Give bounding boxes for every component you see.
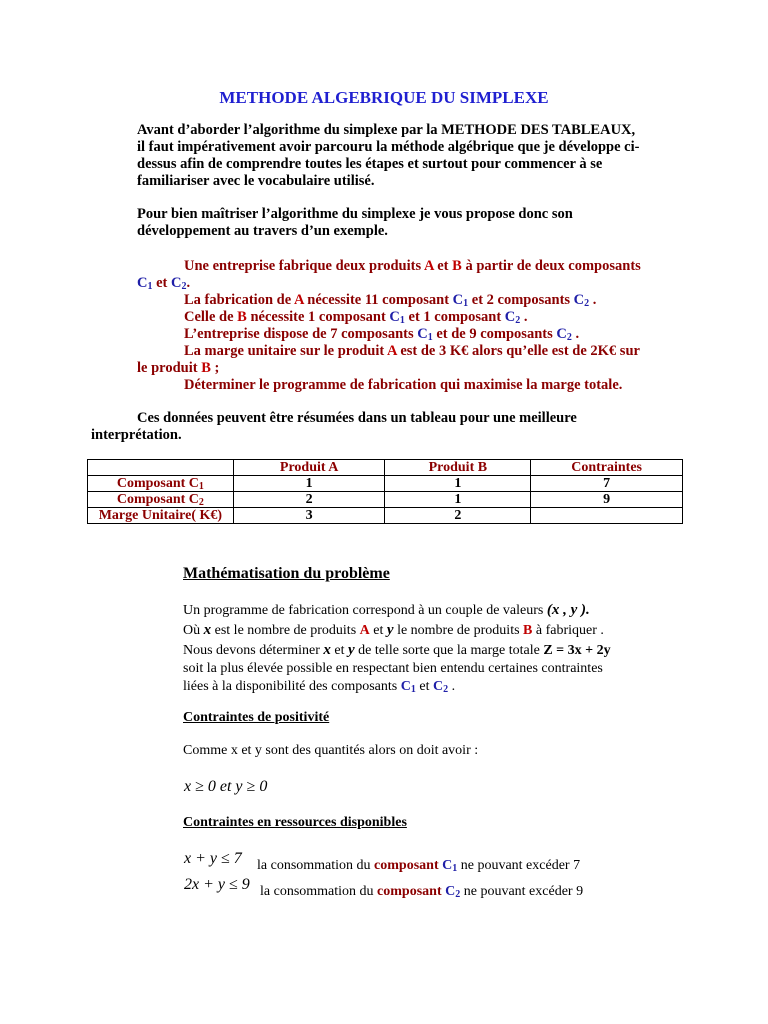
problem-line-3: Celle de B nécessite 1 composant $C_1$ et 1 composant $C_2$ . [184,309,528,326]
math-line-3: Nous devons déterminer x et y de telle sorte que la marge totale Z = 3x + 2y [183,642,611,658]
intro-line: Pour bien maîtriser l’algorithme du simplexe je vous propose donc son [137,206,573,222]
problem-line-4: L’entreprise dispose de 7 composants $C_1$ et de 9 composants $C_2$ . [184,326,580,343]
text: à partir de deux composants [461,258,641,274]
product-b: B [452,258,462,274]
table-row [88,492,683,508]
section-heading-positivity: Contraintes de positivité [183,710,330,725]
table-header-cell: Produit B [385,460,531,476]
problem-line-5: La marge unitaire sur le produit A est de 3 K€ alors qu’elle est de 2K€ sur [184,343,640,359]
intro-line: il faut impérativement avoir parcouru la méthode algébrique que je développe ci- [137,139,640,155]
component-c2: $C_2$ [171,275,187,292]
table-header-cell [88,460,234,476]
problem-line-1b: $C_1$ et $C_2$. [137,275,191,292]
table-header-cell: Contraintes [531,460,683,476]
component-c1: $C_1$ [137,275,153,292]
table-cell: 2 [233,492,385,508]
objective-function: Z = 3x + 2y [543,643,611,658]
intro-line: dessus afin de comprendre toutes les étapes et surtout pour commencer à se [137,156,603,172]
data-table [87,459,683,524]
text: et [433,258,453,274]
text: Une entreprise fabrique deux produits [184,258,424,274]
constraint-text-1: la consommation du composant $C_1$ ne pouvant excéder 7 [257,858,581,874]
couple-xy: (x , y ). [546,602,590,618]
table-cell: 1 [385,476,531,492]
table-cell: 2 [385,508,531,524]
positivity-text: Comme x et y sont des quantités alors on doit avoir : [183,743,479,758]
table-header-cell: Produit A [233,460,385,476]
summary-line-1: Ces données peuvent être résumées dans un tableau pour une meilleure [137,410,577,426]
math-line-5: liées à la disponibilité des composants $C_1$ et $C_2$ . [183,679,456,695]
constraint-text-2: la consommation du composant $C_2$ ne pouvant excéder 9 [260,884,584,900]
row-label: Marge Unitaire( K€) [88,508,234,524]
problem-line-2: La fabrication de A nécessite 11 composant $C_1$ et 2 composants $C_2$ . [184,292,597,309]
problem-line-6: le produit B ; [137,360,220,376]
intro-paragraph-2 [137,206,573,240]
table-cell: 9 [531,492,683,508]
table-cell: 3 [233,508,385,524]
positivity-formula: x ≥ 0 et y ≥ 0 [184,778,268,795]
table-cell: 7 [531,476,683,492]
intro-line: familiariser avec le vocabulaire utilisé. [137,173,375,189]
page-title: METHODE ALGEBRIQUE DU SIMPLEXE [219,88,549,107]
section-heading-resources: Contraintes en ressources disponibles [183,815,407,830]
intro-paragraph-1 [137,122,639,190]
math-line-2: Où x est le nombre de produits A et y le nombre de produits B à fabriquer . [183,622,604,638]
intro-line: Avant d’aborder l’algorithme du simplexe par la METHODE DES TABLEAUX, [137,122,636,138]
text: et [152,275,171,291]
problem-line-7: Déterminer le programme de fabrication qui maximise la marge totale. [184,377,623,393]
section-heading-math: Mathématisation du problème [183,565,390,582]
intro-line: développement au travers d’un exemple. [137,223,388,239]
row-label: Composant $C_2$ [88,492,234,508]
math-line-1: Un programme de fabrication correspond à un couple de valeurs (x , y ). [183,602,590,618]
table-cell [531,508,683,524]
product-a: A [423,258,434,274]
table-cell: 1 [385,492,531,508]
table-header-row [88,460,683,476]
constraint-formula-2: 2x + y ≤ 9 [184,876,250,893]
table-row [88,476,683,492]
table-cell: 1 [233,476,385,492]
table-row [88,508,683,524]
problem-line-1 [184,258,641,275]
math-line-4: soit la plus élevée possible en respectant bien entendu certaines contraintes [183,661,603,676]
row-label: Composant $C_1$ [88,476,234,492]
constraint-formula-1: x + y ≤ 7 [184,850,242,867]
summary-line-2: interprétation. [91,427,182,443]
